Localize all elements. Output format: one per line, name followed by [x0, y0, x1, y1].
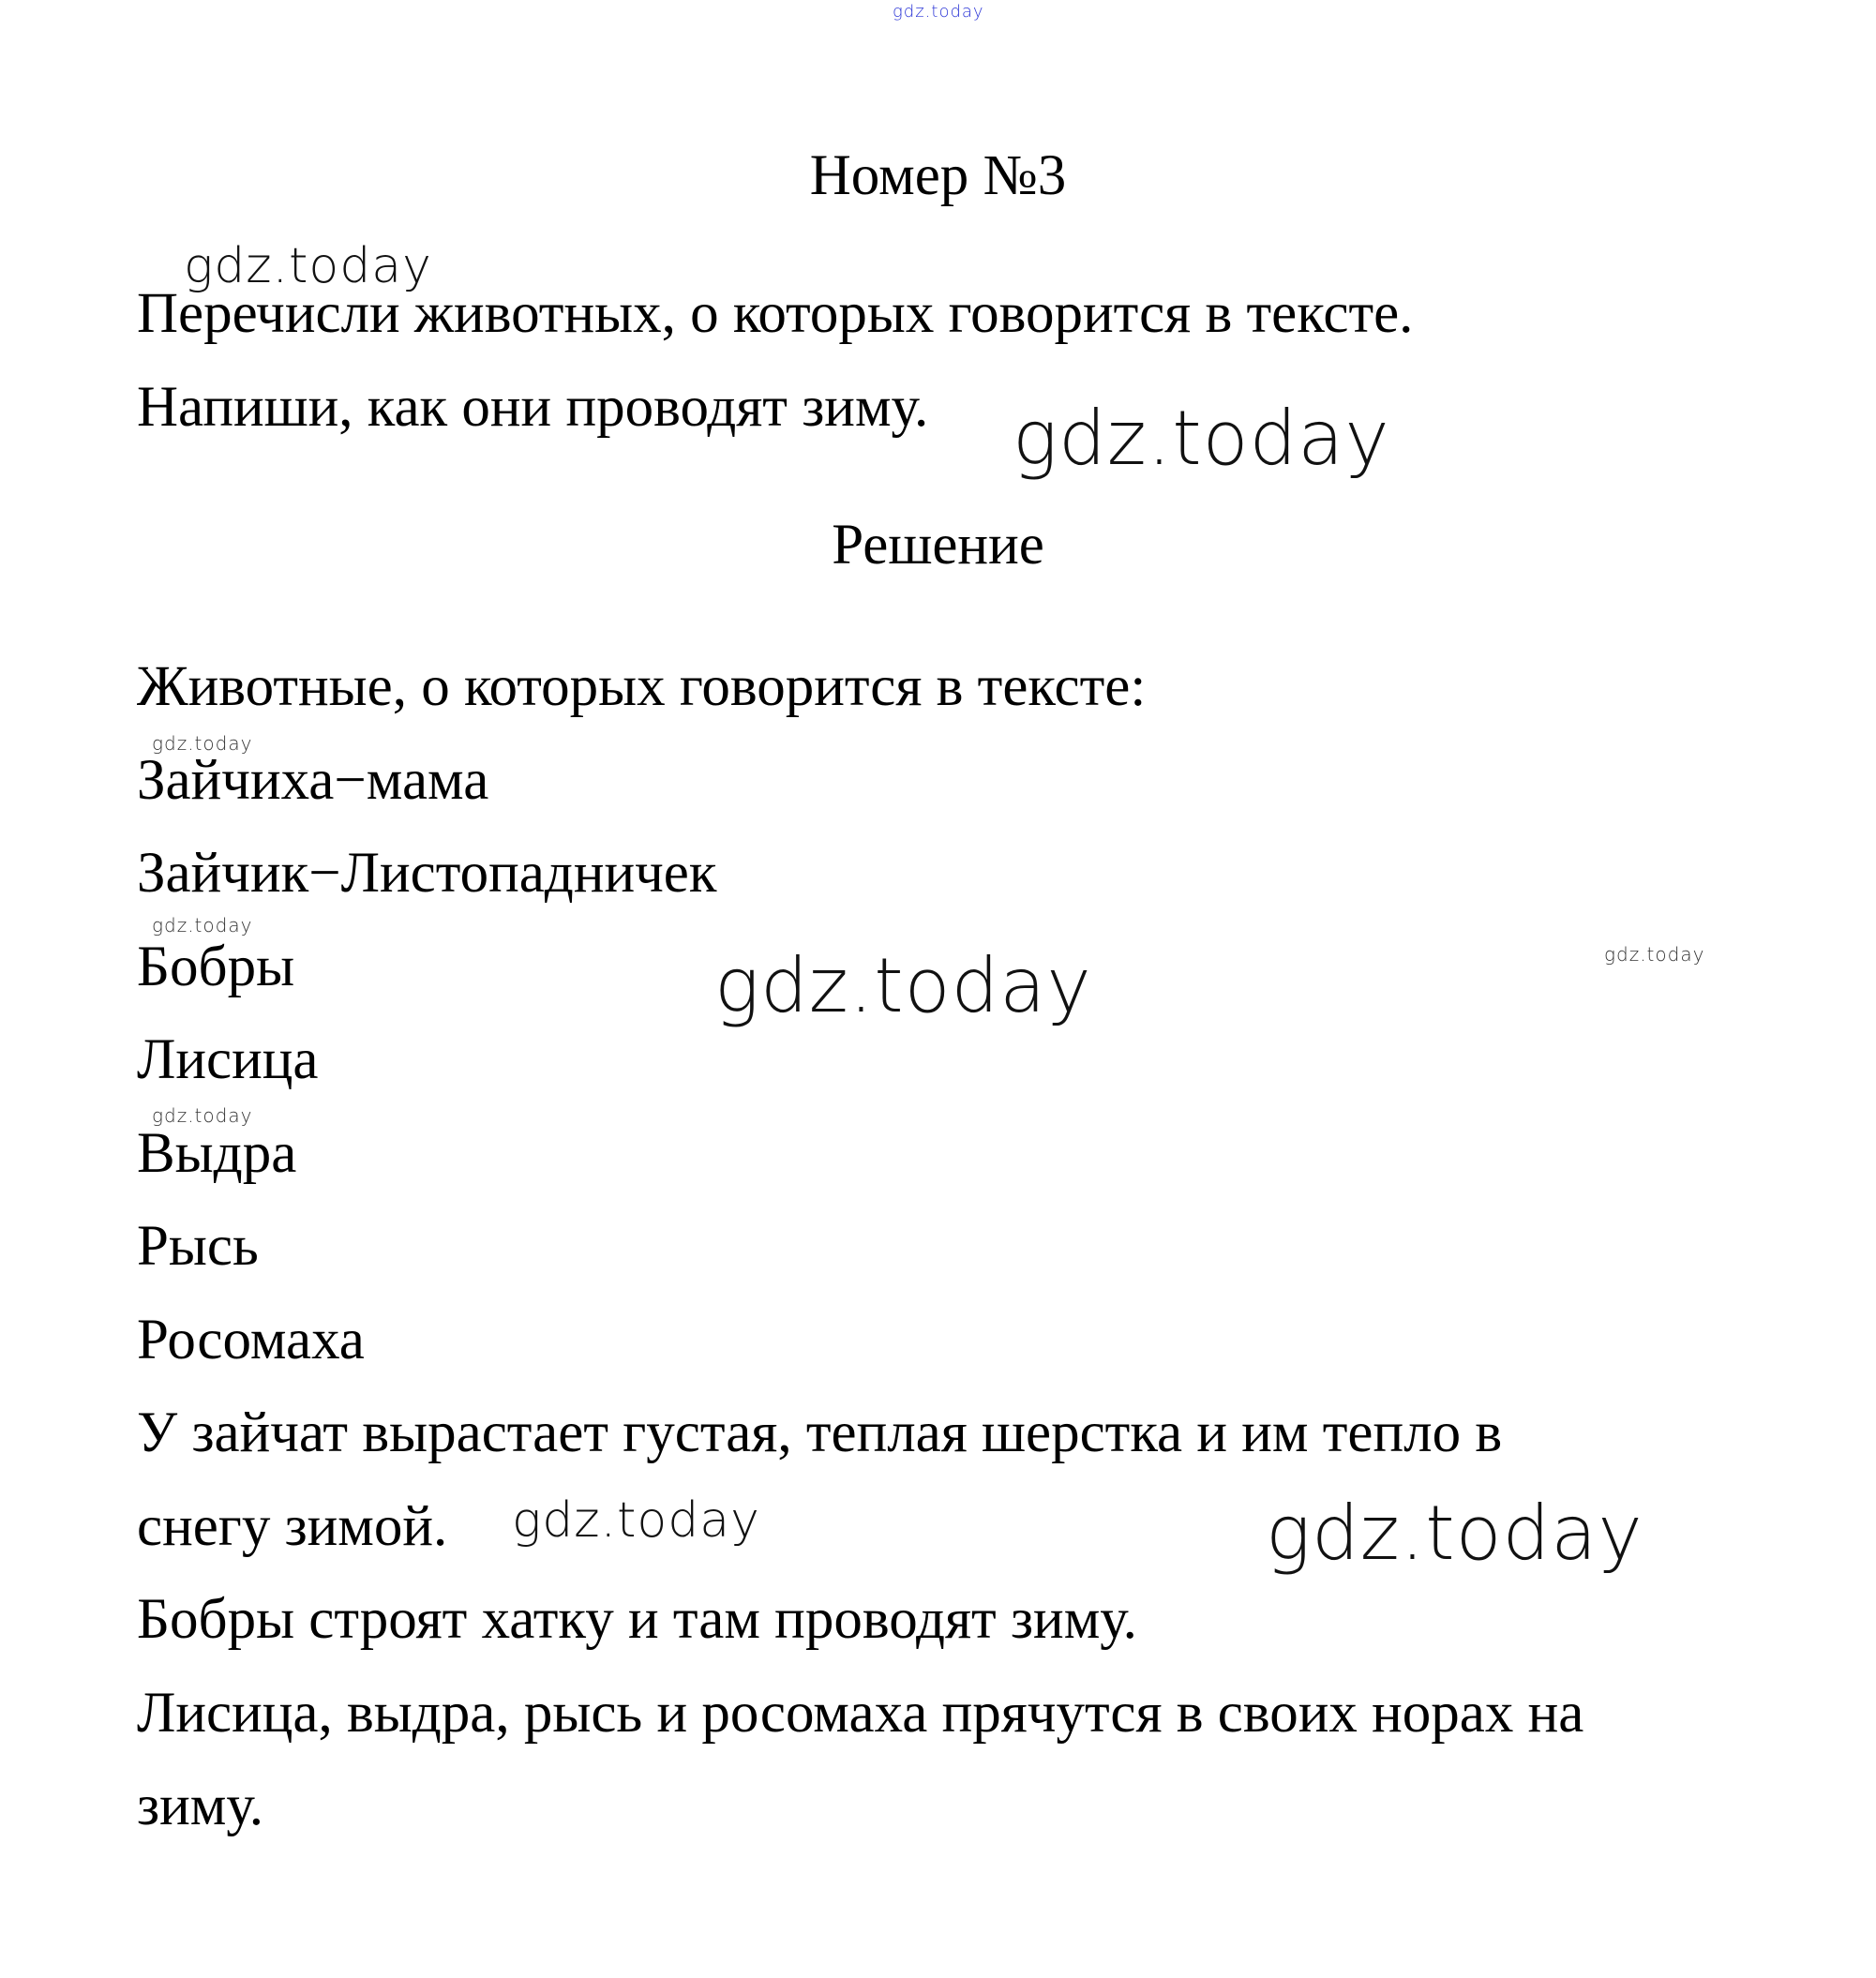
watermark: gdz.today — [152, 732, 253, 755]
animal-item: Зайчиха−мама — [137, 749, 489, 812]
animal-item: Зайчик−Листопадничек — [137, 842, 717, 905]
animal-item: Лисица — [137, 1028, 319, 1091]
task-line-2: Напиши, как они проводят зиму. — [137, 376, 929, 439]
page-title: Номер №3 — [809, 144, 1067, 207]
solution-heading: Решение — [832, 514, 1044, 577]
animal-item: Выдра — [137, 1122, 297, 1185]
intro-line: Животные, о которых говорится в тексте: — [137, 655, 1147, 718]
watermark-top: gdz.today — [893, 2, 984, 22]
watermark: gdz.today — [714, 942, 1092, 1029]
animal-item: Бобры — [137, 936, 295, 998]
animal-item: Рысь — [137, 1215, 259, 1278]
watermark: gdz.today — [152, 1104, 253, 1127]
answer-hares-line-1: У зайчат вырастает густая, теплая шерстка и им тепло в — [137, 1401, 1503, 1464]
answer-hares-line-2: снегу зимой. — [137, 1495, 448, 1558]
watermark: gdz.today — [1013, 395, 1390, 482]
animal-item: Росомаха — [137, 1309, 365, 1371]
answer-beavers: Бобры строят хатку и там проводят зиму. — [137, 1588, 1137, 1651]
task-line-1: Перечисли животных, о которых говорится в тексте. — [137, 282, 1414, 345]
watermark: gdz.today — [184, 238, 432, 294]
answer-others-line-1: Лисица, выдра, рысь и росомаха прячутся в своих норах на — [137, 1682, 1584, 1745]
watermark: gdz.today — [1604, 943, 1705, 966]
watermark: gdz.today — [152, 914, 253, 937]
watermark: gdz.today — [512, 1492, 760, 1549]
watermark: gdz.today — [1266, 1490, 1643, 1577]
answer-others-line-2: зиму. — [137, 1775, 263, 1837]
